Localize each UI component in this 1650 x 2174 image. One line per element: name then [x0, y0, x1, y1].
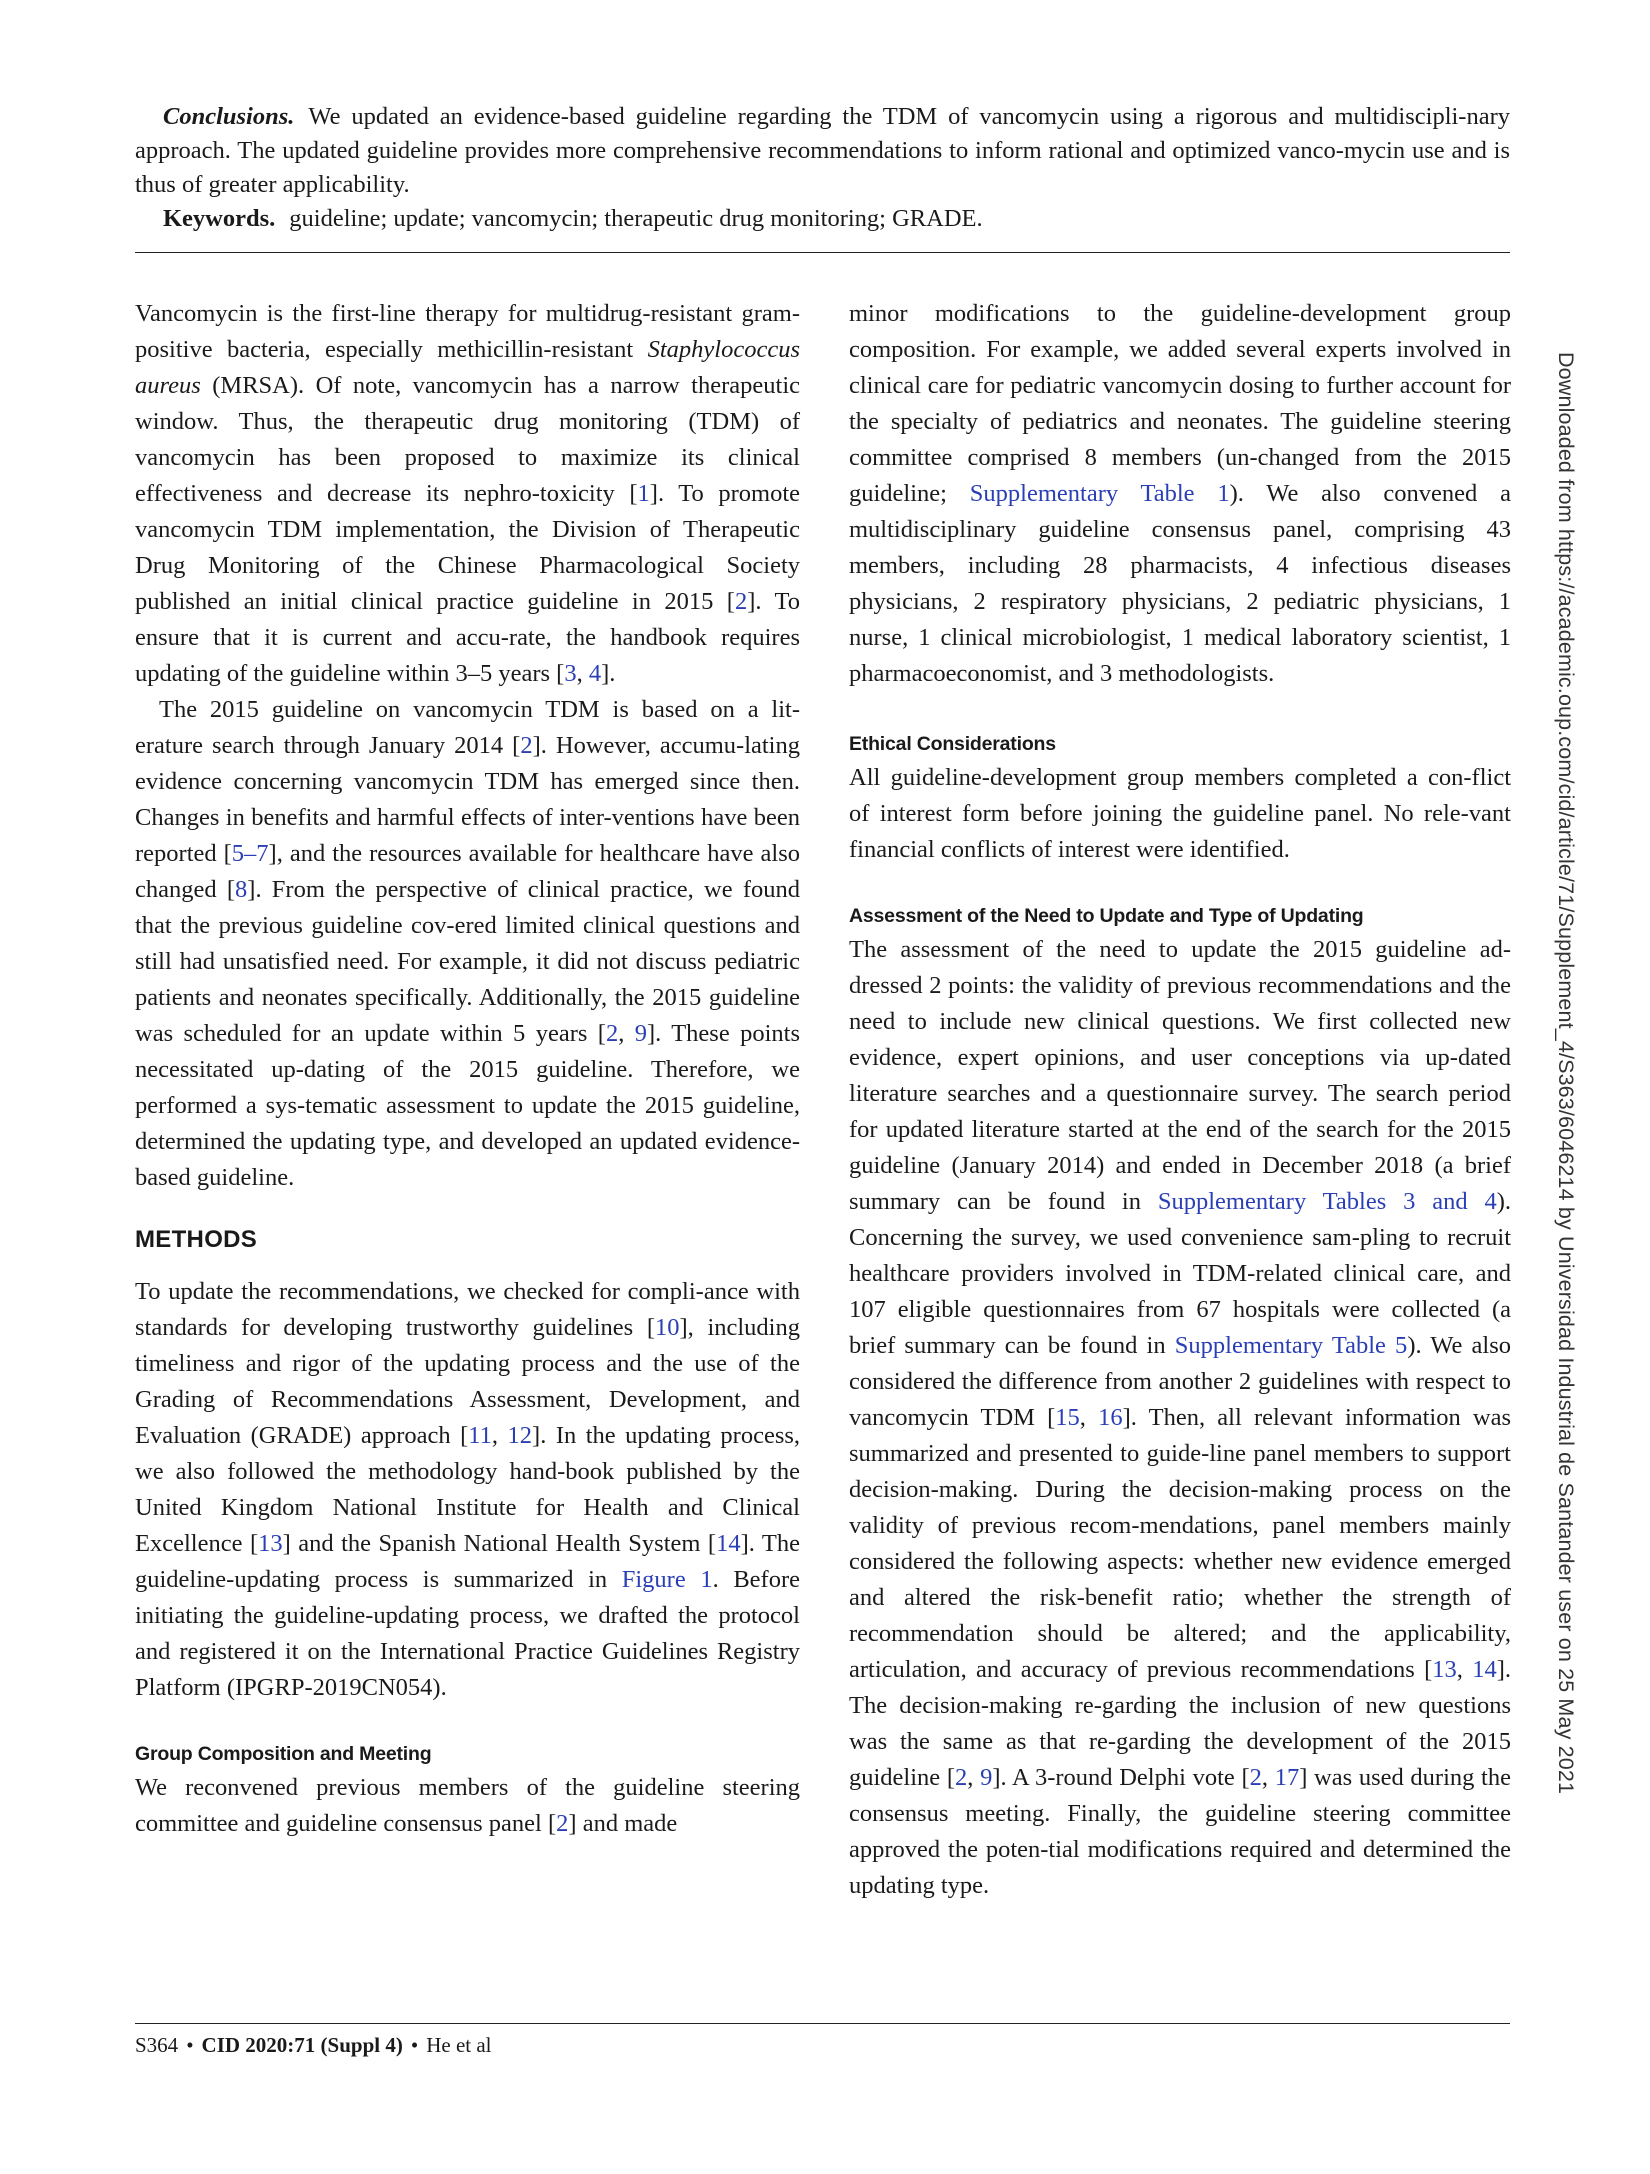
- citation-link[interactable]: 2: [556, 1810, 569, 1837]
- text-run: . Before initiating the guideline-updating process, we drafted the protocol and registered it on the International Practice Guidelines Registry Platform (IPGRP-2019CN054).: [135, 1566, 800, 1701]
- citation-link[interactable]: 12: [507, 1422, 533, 1449]
- text-run: ]. Then, all relevant information was summarized and presented to guide-line panel members to support decision-making. During the decision-making process on the validity of previous recom-mendations, panel members mainly considered the following aspects: whether new evidence emerged and altered the risk-benefit ratio; whether the strength of recommendation should be altered; and the applicability, articulation, and accuracy of previous recommendations [: [849, 1404, 1511, 1683]
- ethical-heading: Ethical Considerations: [849, 733, 1056, 755]
- text-run: (MRSA). Of note, vancomycin has a narrow therapeutic window. Thus, the therapeutic drug monitoring (TDM) of vancomycin has been proposed to maximize its clinical effectiveness and decrease its nephro-toxicity [: [135, 372, 800, 507]
- text-run: ]. However, accumu-lating evidence concerning vancomycin TDM has emerged since then. Changes in benefits and harmful effects of inter-ventions have been reported [: [135, 732, 800, 867]
- assessment-heading: Assessment of the Need to Update and Type of Updating: [849, 905, 1364, 927]
- text-run: ] and made: [568, 1810, 678, 1837]
- text-run: ] was used during the consensus meeting. Finally, the guideline steering committee approved the poten-tial modifications required and determined the updating type.: [849, 1764, 1511, 1899]
- text-run: Vancomycin is the first-line therapy for multidrug-resistant gram-positive bacteria, especially methicillin-resistant: [135, 300, 800, 363]
- citation-link[interactable]: 2: [1249, 1764, 1262, 1791]
- methods-paragraph: [135, 1274, 800, 1706]
- citation-link[interactable]: 14: [1472, 1656, 1497, 1683]
- text-run: ,: [491, 1422, 508, 1449]
- text-run: ,: [1456, 1656, 1473, 1683]
- keywords-label: Keywords.: [163, 205, 276, 232]
- citation-link[interactable]: 10: [655, 1314, 680, 1341]
- footer-divider: [135, 2023, 1510, 2024]
- text-run: ]. The guideline-updating process is summarized in: [135, 1530, 801, 1593]
- text-run: ]. To promote vancomycin TDM implementation, the Division of Therapeutic Drug Monitoring of the Chinese Pharmacological Society published an initial clinical practice guideline in 2015 [: [135, 480, 800, 615]
- text-run-italic: Staphylococcus aureus: [135, 336, 800, 399]
- group-composition-heading: Group Composition and Meeting: [135, 1743, 432, 1765]
- text-run: ]. These points necessitated up-dating of the 2015 guideline. Therefore, we performed a sys-tematic assessment to update the 2015 guideline, determined the updating type, and developed an updated evidence-based guideline.: [135, 1020, 800, 1191]
- text-run: ], and the resources available for healthcare have also changed [: [135, 840, 800, 903]
- supplementary-link[interactable]: Supplementary Table 1: [969, 480, 1230, 507]
- journal-citation: CID 2020:71 (Suppl 4): [201, 2033, 403, 2057]
- supplementary-link[interactable]: Supplementary Table 5: [1174, 1332, 1408, 1359]
- citation-link[interactable]: 13: [1432, 1656, 1457, 1683]
- page-number: S364: [135, 2033, 179, 2057]
- text-run: ). We also convened a multidisciplinary guideline consensus panel, comprising 43 members, including 28 pharmacists, 4 infectious diseases physicians, 2 respiratory physicians, 2 pediatric physicians, 1 nurse, 1 clinical microbiologist, 1 medical laboratory scientist, 1 pharmacoeconomist, and 3 methodologists.: [849, 480, 1511, 687]
- citation-link[interactable]: 1: [637, 480, 650, 507]
- text-run: ,: [1261, 1764, 1275, 1791]
- intro-paragraph-1: [135, 296, 800, 692]
- citation-link[interactable]: 5–7: [231, 840, 269, 867]
- abstract-divider: [135, 252, 1510, 253]
- keywords-text: guideline; update; vancomycin; therapeutic drug monitoring; GRADE.: [289, 205, 983, 232]
- text-run: ,: [618, 1020, 635, 1047]
- citation-link[interactable]: 9: [634, 1020, 647, 1047]
- text-run: We reconvened previous members of the guideline steering committee and guideline consensus panel [: [135, 1774, 800, 1837]
- citation-link[interactable]: 2: [955, 1764, 968, 1791]
- footer-bullet: •: [186, 2033, 194, 2057]
- citation-link[interactable]: 15: [1055, 1404, 1080, 1431]
- text-run: ] and the Spanish National Health System [: [282, 1530, 717, 1557]
- text-run: ). Concerning the survey, we used convenience sam-pling to recruit healthcare providers involved in TDM-related clinical care, and 107 eligible questionnaires from 67 hospitals were collected (a brief summary can be found in: [849, 1188, 1511, 1359]
- text-run: ]. In the updating process, we also followed the methodology hand-book published by the United Kingdom National Institute for Health and Clinical Excellence [: [135, 1422, 801, 1557]
- text-run: ]. From the perspective of clinical practice, we found that the previous guideline cov-ered limited clinical questions and still had unsatisfied need. For example, it did not discuss pediatric patients and neonates specifically. Additionally, the 2015 guideline was scheduled for an update within 5 years [: [135, 876, 800, 1047]
- citation-link[interactable]: 3: [564, 660, 577, 687]
- citation-link[interactable]: 2: [520, 732, 533, 759]
- text-run: ,: [967, 1764, 981, 1791]
- text-run: ,: [576, 660, 589, 687]
- citation-link[interactable]: 14: [716, 1530, 741, 1557]
- methods-heading: METHODS: [135, 1226, 258, 1253]
- conclusions-label: Conclusions.: [163, 103, 295, 130]
- citation-link[interactable]: 11: [468, 1422, 492, 1449]
- group-paragraph: [135, 1770, 800, 1842]
- citation-link[interactable]: 2: [734, 588, 748, 615]
- text-run: ]. To ensure that it is current and accu-rate, the handbook requires updating of the guideline within 3–5 years [: [135, 588, 800, 687]
- right-column: [849, 296, 1511, 1904]
- text-run: The 2015 guideline on vancomycin TDM is based on a lit-erature search through January 2014 [: [135, 696, 800, 759]
- intro-paragraph-2: [135, 692, 800, 1196]
- keywords-paragraph: [135, 202, 1510, 236]
- text-run: To update the recommendations, we checked for compli-ance with standards for developing trustworthy guidelines [: [135, 1278, 800, 1341]
- citation-link[interactable]: 8: [235, 876, 248, 903]
- text-run: ]. A 3-round Delphi vote [: [992, 1764, 1250, 1791]
- citation-link[interactable]: 13: [258, 1530, 283, 1557]
- text-run: ). We also considered the difference from another 2 guidelines with respect to vancomycin TDM [: [849, 1332, 1511, 1431]
- text-run: ], including timeliness and rigor of the updating process and the use of the Grading of Recommendations Assessment, Development, and Evaluation (GRADE) approach [: [135, 1314, 800, 1449]
- ethical-paragraph: All guideline-development group members completed a con-flict of interest form before joining the guideline panel. No rele-vant financial conflicts of interest were identified.: [849, 764, 1511, 863]
- footer-bullet: •: [410, 2033, 419, 2057]
- footer-authors: He et al: [426, 2033, 492, 2057]
- page-footer: [135, 2030, 492, 2060]
- citation-link[interactable]: 17: [1274, 1764, 1300, 1791]
- figure-link[interactable]: Figure 1: [621, 1566, 713, 1593]
- citation-link[interactable]: 16: [1098, 1404, 1123, 1431]
- text-run: ].: [601, 660, 616, 687]
- left-column: [135, 296, 800, 1842]
- conclusions-text: We updated an evidence-based guideline regarding the TDM of vancomycin using a rigorous and multidiscipli-nary approach. The updated guideline provides more comprehensive recommendations to inform rational and optimized vanco-mycin use and is thus of greater applicability.: [135, 103, 1510, 198]
- citation-link[interactable]: 9: [980, 1764, 993, 1791]
- download-watermark: Downloaded from https://academic.oup.com/cid/article/71/Supplement_4/S363/6046214 by Universidad Industrial de Santander user on 25 May 2021: [1554, 352, 1578, 1795]
- citation-link[interactable]: 2: [605, 1020, 619, 1047]
- text-run: ]. The decision-making re-garding the inclusion of new questions was the same as that re-garding the development of the 2015 guideline [: [849, 1656, 1511, 1791]
- text-run: The assessment of the need to update the 2015 guideline ad-dressed 2 points: the validity of previous recommendations and the need to include new clinical questions. We first collected new evidence, expert opinions, and user conceptions via up-dated literature searches and a questionnaire survey. The search period for updated literature started at the end of the search for the 2015 guideline (January 2014) and ended in December 2018 (a brief summary can be found in: [849, 936, 1511, 1215]
- conclusions-paragraph: [135, 100, 1510, 202]
- text-run: minor modifications to the guideline-development group composition. For example, we added several experts involved in clinical care for pediatric vancomycin dosing to further account for the specialty of pediatrics and neonates. The guideline steering committee comprised 8 members (un-changed from the 2015 guideline;: [849, 300, 1511, 507]
- text-run: ,: [1079, 1404, 1099, 1431]
- assessment-paragraph: [849, 932, 1511, 1904]
- citation-link[interactable]: 4: [588, 660, 602, 687]
- supplementary-link[interactable]: Supplementary Tables 3 and 4: [1157, 1188, 1497, 1215]
- abstract: [135, 100, 1510, 236]
- group-paragraph-continued: [849, 296, 1511, 692]
